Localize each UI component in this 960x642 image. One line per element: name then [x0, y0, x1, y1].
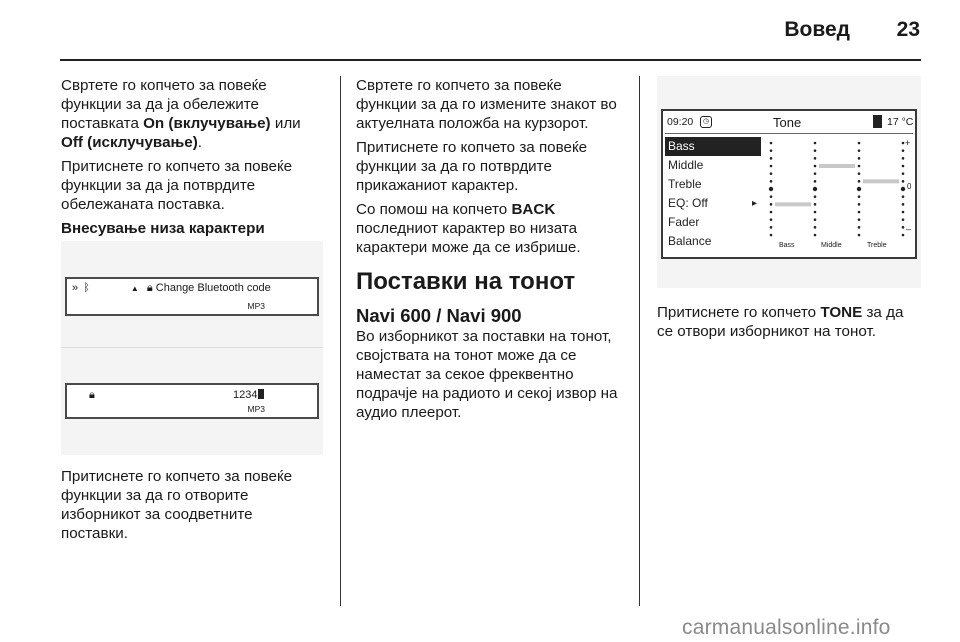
- display-screen-1: [65, 277, 319, 316]
- scale-dot: [902, 211, 905, 214]
- paragraph: Притиснете го копчето за повеќе функции за да ја потврдите обележаната поставка.: [61, 158, 293, 213]
- scale-dot: [902, 165, 905, 168]
- scale-dot: [858, 226, 861, 229]
- scale-dot: [858, 165, 861, 168]
- menu-item-treble[interactable]: Treble: [668, 177, 702, 191]
- menu-item-label: EQ: Off: [668, 196, 708, 210]
- figure-divider: [61, 347, 323, 348]
- scale-dot: [902, 234, 905, 237]
- scale-zero: 0: [907, 182, 912, 191]
- menu-item-bass[interactable]: Bass: [665, 137, 761, 156]
- header-rule: [60, 59, 921, 61]
- code-value: 1234: [233, 389, 258, 401]
- column-divider: [340, 76, 341, 606]
- text: Притиснете го копчето: [657, 304, 821, 321]
- scale-dot: [858, 172, 861, 175]
- screen-header: [72, 282, 271, 295]
- paragraph: Притиснете го копчето за повеќе функции за да го отворите изборникот за соодветните поставки.: [61, 468, 293, 542]
- source-label: MP3: [247, 301, 265, 311]
- scale-dot: [902, 226, 905, 229]
- menu-item-middle[interactable]: Middle: [668, 158, 704, 172]
- scale-dot: [902, 142, 905, 145]
- scale-dot: [858, 157, 861, 160]
- phone-icon: [873, 115, 882, 128]
- text: Со помош на копчето: [356, 201, 512, 218]
- scale-dot: [901, 187, 905, 191]
- paragraph: Притиснете го копчето за повеќе функции за да го потврдите прикажаниот карактер.: [356, 139, 588, 194]
- column-1: [61, 76, 323, 243]
- screen-title: Change Bluetooth code: [155, 282, 271, 294]
- scale-dot: [814, 211, 817, 214]
- scale-dot: [814, 203, 817, 206]
- scale-dot: [857, 187, 861, 191]
- display-screen-2: [65, 383, 319, 419]
- scale-dot: [769, 187, 773, 191]
- scale-dot: [814, 226, 817, 229]
- scale-dot: [858, 218, 861, 221]
- column-1-bottom: [61, 467, 323, 548]
- scale-dot: [858, 195, 861, 198]
- scale-dot: [814, 180, 817, 183]
- tone-key-label: TONE: [820, 304, 863, 321]
- scale-dot: [814, 142, 817, 145]
- scale-dot: [770, 218, 773, 221]
- scale-dot: [902, 149, 905, 152]
- scale-dot: [858, 149, 861, 152]
- code-entry: [233, 389, 264, 401]
- source-label: MP3: [247, 404, 265, 414]
- signal-icon: ▲: [130, 284, 139, 293]
- paragraph: Во изборникот за поставки на тонот, својствата на тонот може да се наместат за секое фреквентно подрачје на радиото и секој извор на аудио плеерот.: [356, 328, 618, 421]
- scale-dot: [858, 203, 861, 206]
- scale-dot: [814, 195, 817, 198]
- bluetooth-icon: ᛒ: [83, 282, 90, 294]
- menu-item-fader[interactable]: Fader: [668, 215, 700, 229]
- scale-dot: [770, 203, 773, 206]
- scale-dot: [770, 142, 773, 145]
- scale-dot: [814, 165, 817, 168]
- chevron-right-icon: ▸: [751, 198, 757, 209]
- scale-dot: [814, 157, 817, 160]
- paragraph: [61, 76, 323, 152]
- scale-dot: [858, 142, 861, 145]
- scale-dot: [770, 195, 773, 198]
- text: .: [197, 134, 203, 151]
- bar-label-treble: Treble: [867, 242, 887, 249]
- scale-dot: [858, 211, 861, 214]
- scale-dot: [902, 195, 905, 198]
- screen-title: Tone: [773, 115, 802, 130]
- scale-dot: [814, 149, 817, 152]
- column-2: [356, 76, 626, 427]
- cursor-icon: [258, 389, 264, 399]
- scale-dot: [770, 172, 773, 175]
- paragraph: Свртете го копчето за повеќе функции за да го измените знакот во актуелната положба на курзорот.: [356, 77, 617, 132]
- subheading: Внесување низа карактери: [61, 220, 265, 237]
- scale-dot: [770, 226, 773, 229]
- scale-dot: [770, 211, 773, 214]
- watermark: carmanualsonline.info: [682, 616, 891, 639]
- fast-forward-icon: »: [72, 282, 79, 294]
- bar-label-bass: Bass: [779, 242, 795, 249]
- model-heading: Navi 600 / Navi 900: [356, 305, 522, 326]
- scale-dot: [814, 218, 817, 221]
- eq-level-treble: [863, 179, 899, 183]
- scale-dot: [770, 234, 773, 237]
- scale-dot: [814, 172, 817, 175]
- page-number: 23: [896, 18, 920, 41]
- clock-icon: ◷: [700, 116, 712, 128]
- tone-menu: [665, 137, 761, 251]
- scale-dot: [902, 172, 905, 175]
- lock-icon: 🔒︎: [146, 282, 153, 294]
- scale-minus: –: [906, 224, 912, 234]
- scale-dot: [902, 180, 905, 183]
- scale-dot: [902, 203, 905, 206]
- menu-item-eq[interactable]: [665, 194, 761, 213]
- menu-item-balance[interactable]: Balance: [668, 234, 712, 248]
- option-on: On (вклучување): [143, 115, 271, 132]
- eq-level-middle: [819, 164, 855, 168]
- temperature: 17 °C: [887, 116, 914, 128]
- header-rule: [665, 133, 913, 134]
- equalizer-graphic: [763, 137, 915, 241]
- paragraph: [356, 200, 626, 257]
- scale-dot: [770, 157, 773, 160]
- back-key-label: BACK: [511, 201, 556, 218]
- scale-dot: [902, 218, 905, 221]
- text: последниот карактер во низата карактери може да се избрише.: [356, 220, 581, 256]
- clock-time: 09:20: [667, 116, 694, 128]
- scale-dot: [858, 180, 861, 183]
- scale-plus: +: [905, 138, 911, 148]
- text: Свртете го копчето за повеќе функции за да ја обележите поставката: [61, 77, 267, 132]
- scale-dot: [770, 180, 773, 183]
- eq-level-bass: [775, 202, 811, 206]
- scale-dot: [770, 165, 773, 168]
- bar-label-middle: Middle: [821, 242, 842, 249]
- scale-dot: [814, 234, 817, 237]
- tone-screen-figure: [657, 76, 921, 288]
- text: или: [270, 115, 301, 132]
- scale-dot: [902, 157, 905, 160]
- paragraph: [657, 303, 921, 341]
- column-3: [657, 303, 921, 346]
- scale-dot: [858, 234, 861, 237]
- option-off: Off (исклучување): [61, 134, 198, 151]
- tone-display: [661, 109, 917, 259]
- character-input-figure: [61, 241, 323, 455]
- section-title: Вовед: [784, 18, 850, 41]
- scale-dot: [770, 149, 773, 152]
- lock-icon: 🔒︎: [89, 389, 95, 401]
- section-heading: Поставки на тонот: [356, 268, 576, 295]
- scale-dot: [813, 187, 817, 191]
- text: за да се отвори изборникот на тонот.: [657, 304, 904, 340]
- column-divider: [639, 76, 640, 606]
